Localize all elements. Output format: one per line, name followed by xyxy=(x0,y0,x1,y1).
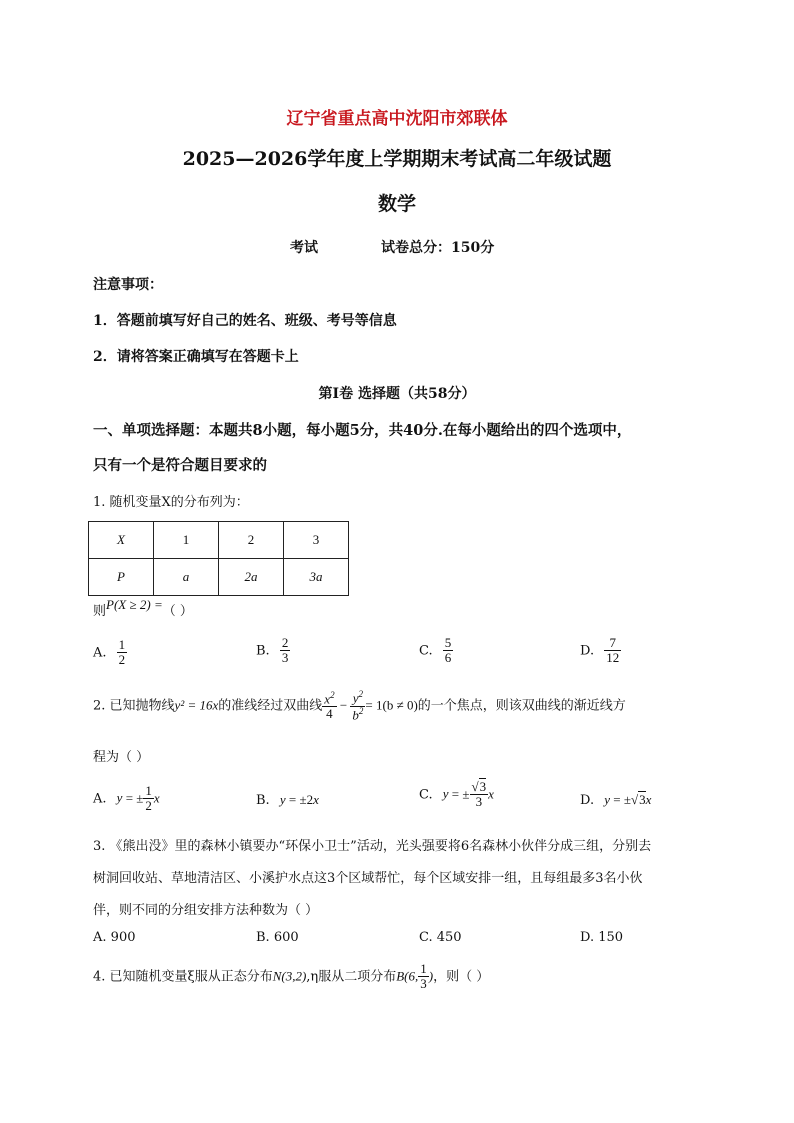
q1-expression: P(X ≥ 2) = xyxy=(106,597,163,612)
q2-stem-line2: 程为（ ） xyxy=(93,750,150,765)
distribution-table xyxy=(88,521,349,596)
q2-stem-line1: 2. 已知抛物线y² = 16x的准线经过双曲线 $\frac{x^2}{4}$ − $\frac{y^2}{b^2}$ = 1(b ≠ 0)的一个焦点，则该双曲线的渐近线方 xyxy=(93,689,626,722)
option-letter: C. xyxy=(419,930,433,945)
section-instruction-line1: 一、单项选择题：本题共8小题，每小题5分，共40分.在每小题给出的四个选项中， xyxy=(93,422,632,439)
option-text: 900 xyxy=(110,930,136,945)
option-letter: B. xyxy=(256,793,270,808)
q2-hyperbola-tail: = 1(b ≠ 0) xyxy=(365,697,418,713)
q3-line1: 3. 《熊出没》里的森林小镇要办“环保小卫士”活动，光头强要将6名森林小伙伴分成三组，分别去 xyxy=(93,839,652,854)
hyperbola-term-x: $\frac{x^2}{4}$ xyxy=(324,689,335,722)
option-letter: D. xyxy=(580,930,595,945)
option-text: 150 xyxy=(598,930,624,945)
frac-num: 7 xyxy=(604,636,621,651)
exam-title: 2025—2026学年度上学期期末考试高二年级试题 xyxy=(182,148,612,170)
q2-option-c: C. y = ± $\frac{√3}{3}$ x xyxy=(419,779,494,810)
q4-stem xyxy=(93,962,489,992)
frac-num: 1 xyxy=(420,961,427,976)
q4-normal: N(3,2) xyxy=(272,968,307,984)
q2-option-d: D. y = ±√3x xyxy=(580,792,652,808)
frac-num: 5 xyxy=(444,635,452,650)
exam-label: 考试 xyxy=(290,240,318,256)
q1-prefix: 则 xyxy=(93,604,107,619)
option-text: 600 xyxy=(273,930,299,945)
q4-text: ,η服从二项分布 xyxy=(306,969,397,985)
frac-den: 3 xyxy=(420,976,427,992)
q3-option-d xyxy=(580,930,623,945)
notes-heading: 注意事项： xyxy=(93,277,163,293)
frac-den: 2 xyxy=(118,652,126,668)
option-letter: A. xyxy=(93,930,107,945)
q3-line2: 树洞回收站、草地清洁区、小溪护水点这3个区域帮忙，每个区域安排一组，且每组最多3名小伙 xyxy=(93,871,643,886)
table-cell: 3a xyxy=(284,559,349,596)
q1-option-a xyxy=(93,638,127,668)
frac-num: 1 xyxy=(118,637,126,652)
q2-option-a: A. y = ± $\frac{1}{2}$ x xyxy=(93,783,160,814)
q1-blank: （ ） xyxy=(162,604,193,619)
org-title: 辽宁省重点高中沈阳市郊联体 xyxy=(286,109,508,129)
total-score: 试卷总分：150分 xyxy=(381,240,495,256)
option-letter: C. xyxy=(419,643,433,659)
q2-parabola: y² = 16x xyxy=(174,697,219,713)
q1-option-b xyxy=(256,636,290,666)
option-letter: D. xyxy=(580,793,595,808)
table-cell: P xyxy=(89,559,154,596)
q4-text: ，则（ ） xyxy=(433,969,490,985)
q2-text: 的准线经过双曲线 xyxy=(218,698,323,714)
table-cell: 3 xyxy=(284,522,349,559)
q3-option-a xyxy=(93,930,136,945)
option-letter: A. xyxy=(93,791,107,807)
q3-option-c xyxy=(419,930,462,945)
q4-text: 4. 已知随机变量ξ服从正态分布 xyxy=(93,969,273,985)
option-letter: D. xyxy=(580,643,595,659)
section-instruction-line2: 只有一个是符合题目要求的 xyxy=(93,457,267,474)
option-letter: C. xyxy=(419,787,433,803)
table-cell: 1 xyxy=(154,522,219,559)
table-cell: 2 xyxy=(219,522,284,559)
table-cell: a xyxy=(154,559,219,596)
option-text: 450 xyxy=(436,930,462,945)
table-cell: X xyxy=(89,522,154,559)
q1-option-d xyxy=(580,636,621,666)
note-item-2: 2．请将答案正确填写在答题卡上 xyxy=(93,349,299,365)
option-letter: B. xyxy=(256,643,270,659)
frac-den: 3 xyxy=(281,650,289,666)
option-letter: B. xyxy=(256,930,270,945)
q2-option-b: B. y = ±2x xyxy=(256,792,319,808)
q3-option-b xyxy=(256,930,299,945)
q4-binomial-suffix: ) xyxy=(428,968,434,984)
q4-binomial-prefix: B(6, xyxy=(396,968,419,984)
q2-text: 2. 已知抛物线 xyxy=(93,698,175,714)
q1-stem: 1. 随机变量X的分布列为： xyxy=(93,495,249,510)
option-letter: A. xyxy=(93,645,107,661)
note-item-1: 1．答题前填写好自己的姓名、班级、考号等信息 xyxy=(93,313,397,329)
part1-heading: 第I卷 选择题（共58分） xyxy=(318,386,476,402)
frac-num: 2 xyxy=(281,635,289,650)
q3-line3: 伴，则不同的分组安排方法种数为（ ） xyxy=(93,903,319,918)
q1-question xyxy=(93,597,193,619)
hyperbola-term-y: $\frac{y^2}{b^2}$ xyxy=(352,689,364,722)
frac-den: 6 xyxy=(444,650,452,666)
q2-text: 的一个焦点，则该双曲线的渐近线方 xyxy=(417,698,626,714)
table-cell: 2a xyxy=(219,559,284,596)
frac-den: 12 xyxy=(606,650,620,666)
subject-title: 数学 xyxy=(377,193,416,215)
q1-option-c xyxy=(419,636,453,666)
